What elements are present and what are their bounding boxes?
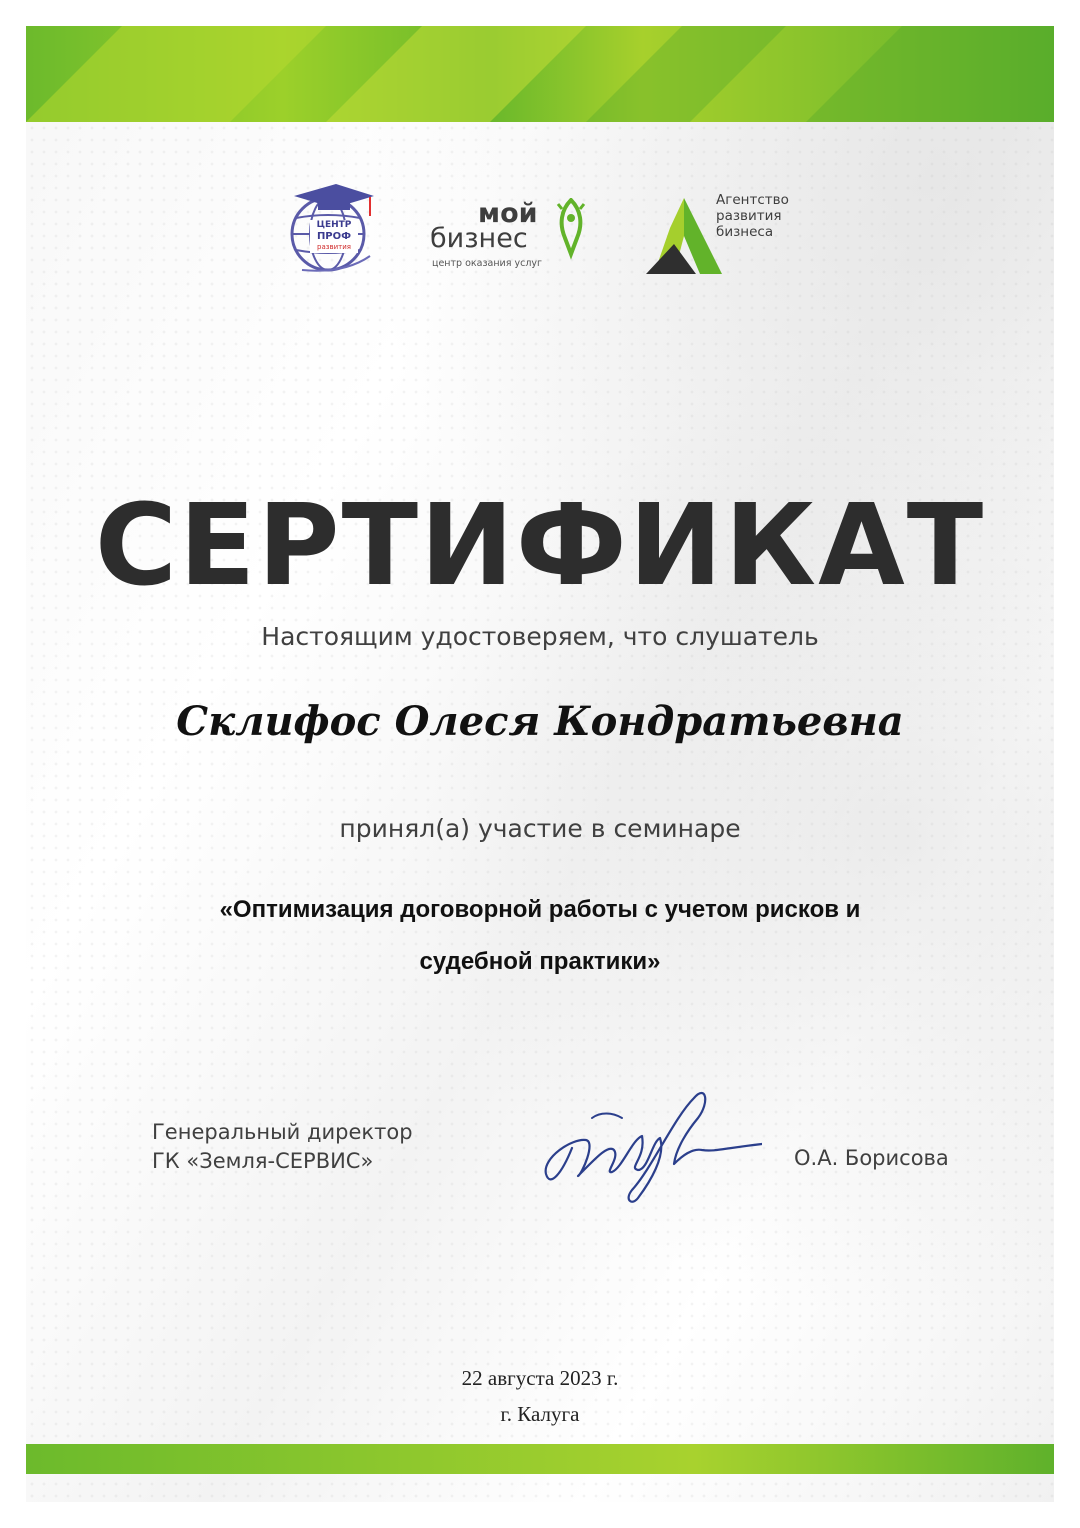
agency-text xyxy=(716,192,789,240)
seminar-title-line2: судебной практики» xyxy=(419,948,661,975)
center-prof-line1: ЦЕНТР xyxy=(316,220,352,230)
participation-text: принял(а) участие в семинаре xyxy=(339,814,741,843)
triangle-a-icon xyxy=(644,198,722,276)
center-prof-line2: ПРОФ xyxy=(316,231,352,242)
moy-biznes-logo xyxy=(430,198,600,278)
seminar-title-line1: «Оптимизация договорной работы с учетом рисков и xyxy=(219,896,861,923)
agency-line1: Агентство xyxy=(716,192,789,208)
agency-logo xyxy=(644,192,814,282)
agency-line3: бизнеса xyxy=(716,224,774,240)
agency-line2: развития xyxy=(716,208,782,224)
certificate-title: СЕРТИФИКАТ xyxy=(94,481,986,611)
signatory-name: О.А. Борисова xyxy=(794,1146,949,1170)
certificate-subtitle: Настоящим удостоверяем, что слушатель xyxy=(261,622,819,651)
recipient-name: Склифос Олеся Кондратьевна xyxy=(176,698,904,745)
center-prof-text xyxy=(310,220,358,253)
signatory-position-line2: ГК «Земля-СЕРВИС» xyxy=(152,1149,374,1173)
issue-date: 22 августа 2023 г. xyxy=(461,1366,619,1390)
top-band-stripes xyxy=(26,26,1054,122)
top-green-band xyxy=(26,26,1054,122)
moy-biznes-line3: центр оказания услуг xyxy=(432,258,543,269)
center-prof-line3: развития xyxy=(317,243,351,251)
center-prof-logo xyxy=(284,182,380,278)
bottom-green-band xyxy=(26,1444,1054,1474)
certificate-sheet xyxy=(26,26,1054,1502)
handwritten-signature xyxy=(542,1078,762,1208)
signatory-position-line1: Генеральный директор xyxy=(152,1120,413,1144)
signatory-position xyxy=(152,1118,413,1176)
issue-city: г. Калуга xyxy=(500,1402,580,1426)
moy-biznes-line2: бизнес xyxy=(430,223,528,254)
moy-biznes-line1: мой xyxy=(478,198,538,229)
rocket-pin-icon xyxy=(556,198,586,260)
